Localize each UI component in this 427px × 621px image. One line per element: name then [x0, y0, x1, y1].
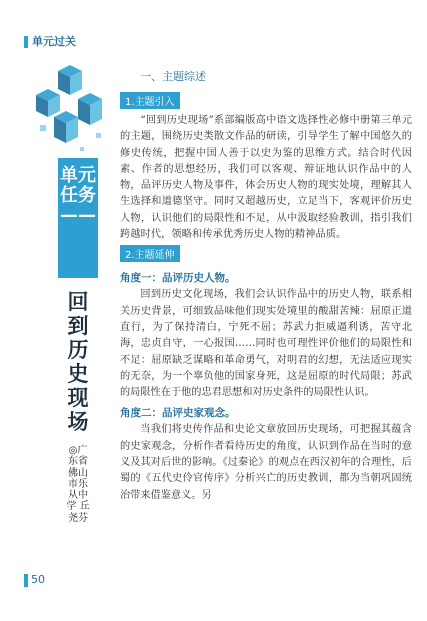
intro-paragraph: “回到历史现场”系部编版高中语文选择性必修中册第三单元的主题，围绕历史类散文作品的研读，引导学生了解中国悠久的修史传统，把握中国人善于以史为鉴的思维方式。结合时代因素、作者的思想经历，我们可以客观、辩证地认识作品中的人物，品评历史人物及事件，体会历史人物的现实处境，理解其人生选择和道德坚守。同时又超越历史，立足当下，客观评价历史人物，认识他们的局限性和不足，从中汲取经验教训，指引我们跨越时代，领略和传承优秀历史人物的精神品质。 [120, 115, 412, 241]
unit-task-band [58, 158, 98, 278]
header-label: 单元过关 [32, 35, 76, 48]
angle-one-paragraph: 回到历史文化现场，我们会认识作品中的历史人物，联系相关历史背景，可细致品味他们现实处境里的酸甜苦辣：屈原正道直行，为了保持清白，宁死不屈；苏武力拒威逼利诱，苦守北海，忠贞自守，一心报国……同时也可理性评价他们的局限性和不足：屈原缺乏谋略和革命勇气，对明君的幻想，无法适应现实的无奈，为一个辜负他的国家身死，这是屈原的时代局限；苏武的局限性在于他的忠君思想和对历史条件的局限性认识。 [120, 289, 412, 399]
header-bar [24, 36, 28, 48]
angle-one-prefix: 角度一： [120, 272, 162, 285]
page-number [24, 573, 45, 587]
angle-two-prefix: 角度二： [120, 407, 162, 420]
unit-header [24, 33, 76, 49]
unit-title: 回到历史现场 [67, 290, 89, 434]
main-content [120, 68, 412, 504]
angle-two-heading [120, 405, 412, 420]
author-credit: ◎广东省佛山市乐从中学 丘尧芬 [66, 445, 90, 524]
isometric-illustration [20, 55, 120, 165]
section-heading: 一、主题综述 [140, 70, 206, 83]
subheading-extension: 2.主题延伸 [120, 245, 180, 262]
angle-one-title: 品评历史人物。 [162, 272, 236, 285]
angle-two-paragraph: 当我们将史传作品和史论文章放回历史现场，可把握其蕴含的史家观念，分析作者看待历史的角度，认识到作品在当时的意义及其对后世的影响。《过秦论》的观点在西汉初年的合理性，后蜀的《五代史伶官传序》分析兴亡的历史教训，都为当朝巩固统治带来借鉴意义。另 [120, 424, 412, 501]
page-number-bar [24, 574, 28, 587]
angle-one-heading [120, 270, 412, 285]
subheading-intro: 1.主题引入 [120, 92, 180, 109]
angle-two-title: 品评史家观念。 [162, 407, 236, 420]
page-number-text: 50 [31, 573, 45, 586]
unit-task-label: 单元任务—— [60, 165, 96, 226]
